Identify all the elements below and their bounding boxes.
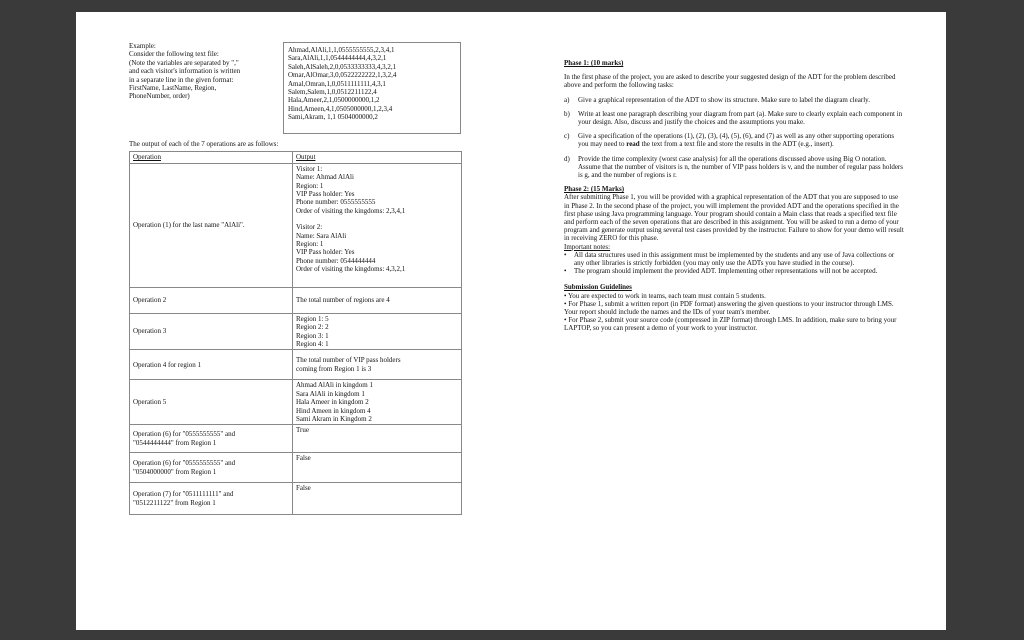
phase2-intro: After submitting Phase 1, you will be provided with a graphical representation of the ADT that you are supposed to use in Phase 2. In the second phase of the project, you will implement the provided ADT and the operations specified in the first phase using Java programming language. Your program should contain a Main class that reads a specified text file and perform each of the seven operations that are described in this assignment. You will be asked to run a demo of your program and generate output using several test cases provided by the instructor. Failure to show for your demo will result in receiving ZERO for this phase. xyxy=(564,193,904,243)
table-row xyxy=(130,163,462,287)
output-line: Hind Ameen in kingdom 4 xyxy=(296,406,371,415)
output-line: Region 4: 1 xyxy=(296,339,329,348)
example-line: and each visitor's information is written xyxy=(129,67,241,76)
document-page xyxy=(76,12,946,630)
operation-cell: Operation 5 xyxy=(130,380,293,425)
output-line: Region 1: 5 xyxy=(296,314,329,323)
header-operation: Operation xyxy=(133,153,161,162)
operation-line: "0512211122" from Region 1 xyxy=(133,498,216,507)
output-line: Order of visiting the kingdoms: 4,3,2,1 xyxy=(296,265,406,274)
note-text: All data structures used in this assignment must be implemented by the students and any use of Java collections or any other libraries is strictly forbidden (you may only use the ADTs you have studied in the course). xyxy=(574,250,895,268)
output-line: Order of visiting the kingdoms: 2,3,4,1 xyxy=(296,206,406,215)
data-line: Omar,AlOmar,3,0,0522222222,1,3,2,4 xyxy=(288,71,397,80)
data-line: Sara,AlAli,1,1,0544444444,4,3,2,1 xyxy=(288,54,387,63)
output-line: coming from Region 1 is 3 xyxy=(296,364,372,373)
output-line: The total number of VIP pass holders xyxy=(296,356,401,365)
output-line: Visitor 2: xyxy=(296,223,323,232)
phase1-intro: In the first phase of the project, you are asked to describe your suggested design of the ADT for the problem described above and perform the following tasks: xyxy=(564,73,896,90)
output-line: Region: 1 xyxy=(296,240,324,249)
output-line: Name: Ahmad AlAli xyxy=(296,173,354,182)
bullet-icon: • xyxy=(564,250,567,259)
example-line: FirstName, LastName, Region, xyxy=(129,84,217,93)
task-item xyxy=(564,96,904,104)
operation-cell xyxy=(130,425,293,453)
table-row xyxy=(130,453,462,483)
output-line: Sami Akram in Kingdom 2 xyxy=(296,414,372,423)
task-text-bold: read xyxy=(626,140,640,149)
output-line: Visitor 1: xyxy=(296,164,323,173)
task-label: d) xyxy=(564,154,570,163)
output-cell: True xyxy=(293,425,462,453)
bullet-icon: • xyxy=(564,267,567,276)
operation-line: Operation (6) for "0555555555" and xyxy=(133,430,236,439)
example-line: Example: xyxy=(129,42,156,50)
note-item xyxy=(564,267,904,275)
task-label: c) xyxy=(564,132,570,141)
table-row xyxy=(130,380,462,425)
task-text-part: Give a specification of the operations (1), (2), (3), (4), (5), (6), and (7) as well as any other supporting operations you may need to xyxy=(578,132,895,149)
submission-line: • For Phase 2, submit your source code (compressed in ZIP format) through LMS. In addition, make sure to bring your LAPTOP, so you can present a demo of your work to your instructor. xyxy=(564,316,897,333)
output-cell xyxy=(293,350,462,380)
task-text: Provide the time complexity (worst case analysis) for all the operations discussed above using Big O notation. Assume that the number of visitors is n, the number of VIP pass holders is v, and the number of regular pass holders is g, and the number of regions is r. xyxy=(578,154,903,180)
output-line: Sara AlAli in kingdom 1 xyxy=(296,389,365,398)
output-cell: False xyxy=(293,453,462,483)
example-line: (Note the variables are separated by "," xyxy=(129,58,239,67)
operation-line: Operation (6) for "0555555555" and xyxy=(133,459,236,468)
sample-data-box xyxy=(283,42,461,134)
example-line: PhoneNumber, order) xyxy=(129,92,190,101)
data-line: Ahmad,AlAli,1,1,0555555555,2,3,4,1 xyxy=(288,46,395,54)
important-notes-label: Important notes: xyxy=(564,242,611,251)
output-line: Region: 1 xyxy=(296,181,324,190)
operation-cell: Operation 2 xyxy=(130,287,293,313)
output-line: Phone number: 0555555555 xyxy=(296,198,376,207)
data-line: Amal,Omran,1,0,0511111111,4,3,1 xyxy=(288,79,386,88)
table-header-row xyxy=(130,152,462,163)
phase1-title: Phase 1: (10 marks) xyxy=(564,59,624,67)
operation-cell: Operation 4 for region 1 xyxy=(130,350,293,380)
example-line: Consider the following text file: xyxy=(129,50,219,59)
output-line: Hala Ameer in kingdom 2 xyxy=(296,398,369,407)
data-line: Sami,Akram, 1,1 0504000000,2 xyxy=(288,113,378,122)
operation-line: Operation (7) for "0511111111" and xyxy=(133,490,234,499)
table-row xyxy=(130,483,462,515)
left-column xyxy=(129,42,539,515)
output-spacer xyxy=(296,215,458,223)
note-text: The program should implement the provided ADT. Implementing other representations will not be accepted. xyxy=(574,267,878,276)
table-row xyxy=(130,313,462,350)
task-item xyxy=(564,155,904,180)
table-row xyxy=(130,425,462,453)
right-column xyxy=(564,59,904,333)
operations-intro: The output of each of the 7 operations are as follows: xyxy=(129,140,279,148)
output-cell: The total number of regions are 4 xyxy=(293,287,462,313)
table-row xyxy=(130,350,462,380)
table-row xyxy=(130,287,462,313)
output-line: Region 2: 2 xyxy=(296,323,329,332)
task-item xyxy=(564,132,904,148)
task-label: a) xyxy=(564,95,570,104)
operation-cell: Operation 3 xyxy=(130,313,293,350)
example-section xyxy=(129,42,539,138)
task-text: Give a graphical representation of the ADT to show its structure. Make sure to label the diagram clearly. xyxy=(578,95,870,104)
task-label: b) xyxy=(564,109,570,118)
output-cell xyxy=(293,313,462,350)
task-text: Write at least one paragraph describing your diagram from part (a). Make sure to clearly explain each component in your design. Also, discuss and justify the choices and the assumptions you make. xyxy=(578,109,903,127)
submission-title: Submission Guidelines xyxy=(564,283,632,292)
data-line: Saleh,AlSaleh,2,0,0533333333,4,3,2,1 xyxy=(288,62,397,71)
task-text-part: the text from a text file and store the results in the ADT (e.g., insert). xyxy=(639,140,834,149)
operation-line: "0504000000" from Region 1 xyxy=(133,467,217,476)
output-cell: False xyxy=(293,483,462,515)
example-description xyxy=(129,42,279,101)
operations-table xyxy=(129,151,462,515)
output-line: Phone number: 0544444444 xyxy=(296,256,376,265)
operation-cell xyxy=(130,453,293,483)
operation-line: "0544444444" from Region 1 xyxy=(133,438,217,447)
output-line: Ahmad AlAli in kingdom 1 xyxy=(296,381,373,390)
output-line: Name: Sara AlAli xyxy=(296,231,347,240)
example-line: in a separate line in the given format: xyxy=(129,75,234,84)
header-output: Output xyxy=(296,153,316,162)
output-cell xyxy=(293,163,462,287)
data-line: Hind,Ameen,4,1,0505000000,1,2,3,4 xyxy=(288,104,393,113)
phase2-title: Phase 2: (15 Marks) xyxy=(564,185,625,194)
output-line: VIP Pass holder: Yes xyxy=(296,190,355,199)
submission-line: • For Phase 1, submit a written report (in PDF format) answering the given questions to your instructor through LMS. Your report should include the names and the IDs of your team's member. xyxy=(564,299,894,317)
submission-line: • You are expected to work in teams, each team must contain 5 students. xyxy=(564,291,766,300)
operation-cell: Operation (1) for the last name "AlAli". xyxy=(130,163,293,287)
data-line: Salem,Salem,1,0,0512211122,4 xyxy=(288,88,377,97)
data-line: Hala,Ameer,2,1,0500000000,1,2 xyxy=(288,96,380,105)
task-item xyxy=(564,110,904,126)
note-item xyxy=(564,251,904,267)
output-cell xyxy=(293,380,462,425)
output-line: Region 3: 1 xyxy=(296,331,329,340)
task-text xyxy=(578,132,904,148)
operation-cell xyxy=(130,483,293,515)
output-line: VIP Pass holder: Yes xyxy=(296,248,355,257)
